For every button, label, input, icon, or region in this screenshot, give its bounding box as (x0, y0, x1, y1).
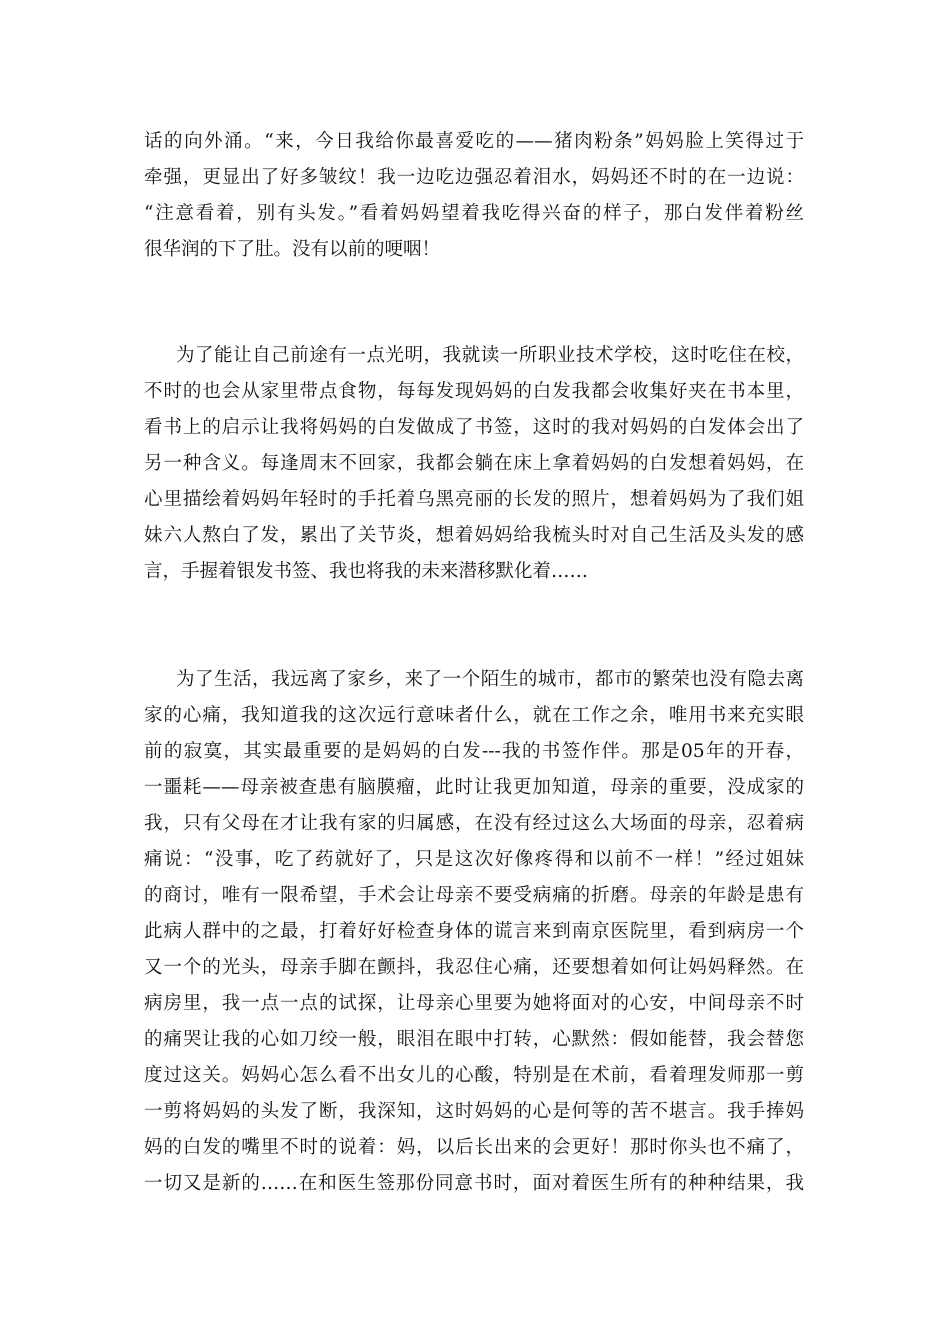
paragraph-line: 为了生活，我远离了家乡，来了一个陌生的城市，都市的繁荣也没有隐去离 (176, 669, 804, 690)
paragraph-line: 此病人群中的之最，打着好好检查身体的谎言来到南京医院里，看到病房一个 (144, 921, 804, 942)
paragraph-line: 一切又是新的……在和医生签那份同意书时，面对着医生所有的种种结果，我 (144, 1173, 804, 1194)
paragraph-line: 家的心痛，我知道我的这次远行意味者什么，就在工作之余，唯用书来充实眼 (144, 705, 804, 726)
paragraph-line: 妹六人熬白了发，累出了关节炎，想着妈妈给我梳头时对自己生活及头发的感 (144, 525, 804, 546)
paragraph-line: 的痛哭让我的心如刀绞一般，眼泪在眼中打转，心默然：假如能替，我会替您 (144, 1029, 804, 1050)
paragraph-line: 另一种含义。每逢周末不回家，我都会躺在床上拿着妈妈的白发想着妈妈，在 (144, 453, 804, 474)
paragraph-line: 前的寂寞，其实最重要的是妈妈的白发---我的书签作伴。那是05年的开春， (144, 741, 804, 762)
paragraph-line: 很华润的下了肚。没有以前的哽咽！ (144, 239, 441, 260)
paragraph-line: 的商讨，唯有一限希望，手术会让母亲不要受病痛的折磨。母亲的年龄是患有 (144, 885, 804, 906)
paragraph-line: 牵强，更显出了好多皱纹！我一边吃边强忍着泪水，妈妈还不时的在一边说： (144, 167, 804, 188)
paragraph-line: 我，只有父母在才让我有家的归属感，在没有经过这么大场面的母亲，忍着病 (144, 813, 804, 834)
paragraph-line: 言，手握着银发书签、我也将我的未来潜移默化着…… (144, 561, 589, 582)
paragraph-line: 度过这关。妈妈心怎么看不出女儿的心酸，特别是在术前，看着理发师那一剪 (144, 1065, 804, 1086)
paragraph-line: 一噩耗——母亲被查患有脑膜瘤，此时让我更加知道，母亲的重要，没成家的 (144, 777, 804, 798)
paragraph-line: 又一个的光头，母亲手脚在颤抖，我忍住心痛，还要想着如何让妈妈释然。在 (144, 957, 804, 978)
paragraph-line: “注意看着，别有头发。”看着妈妈望着我吃得兴奋的样子，那白发伴着粉丝 (144, 203, 804, 224)
paragraph-line: 看书上的启示让我将妈妈的白发做成了书签，这时的我对妈妈的白发体会出了 (144, 417, 804, 438)
paragraph-line: 话的向外涌。“来，今日我给你最喜爱吃的——猪肉粉条”妈妈脸上笑得过于 (144, 131, 804, 152)
paragraph-line: 痛说：“没事，吃了药就好了，只是这次好像疼得和以前不一样！”经过姐妹 (144, 849, 804, 870)
paragraph-line: 不时的也会从家里带点食物，每每发现妈妈的白发我都会收集好夹在书本里， (144, 381, 804, 402)
paragraph-line: 妈的白发的嘴里不时的说着：妈，以后长出来的会更好！那时你头也不痛了， (144, 1137, 804, 1158)
paragraph-line: 病房里，我一点一点的试探，让母亲心里要为她将面对的心安，中间母亲不时 (144, 993, 804, 1014)
paragraph-line: 为了能让自己前途有一点光明，我就读一所职业技术学校，这时吃住在校， (176, 345, 804, 366)
paragraph-line: 一剪将妈妈的头发了断，我深知，这时妈妈的心是何等的苦不堪言。我手捧妈 (144, 1101, 804, 1122)
paragraph-line: 心里描绘着妈妈年轻时的手托着乌黑亮丽的长发的照片，想着妈妈为了我们姐 (144, 489, 804, 510)
